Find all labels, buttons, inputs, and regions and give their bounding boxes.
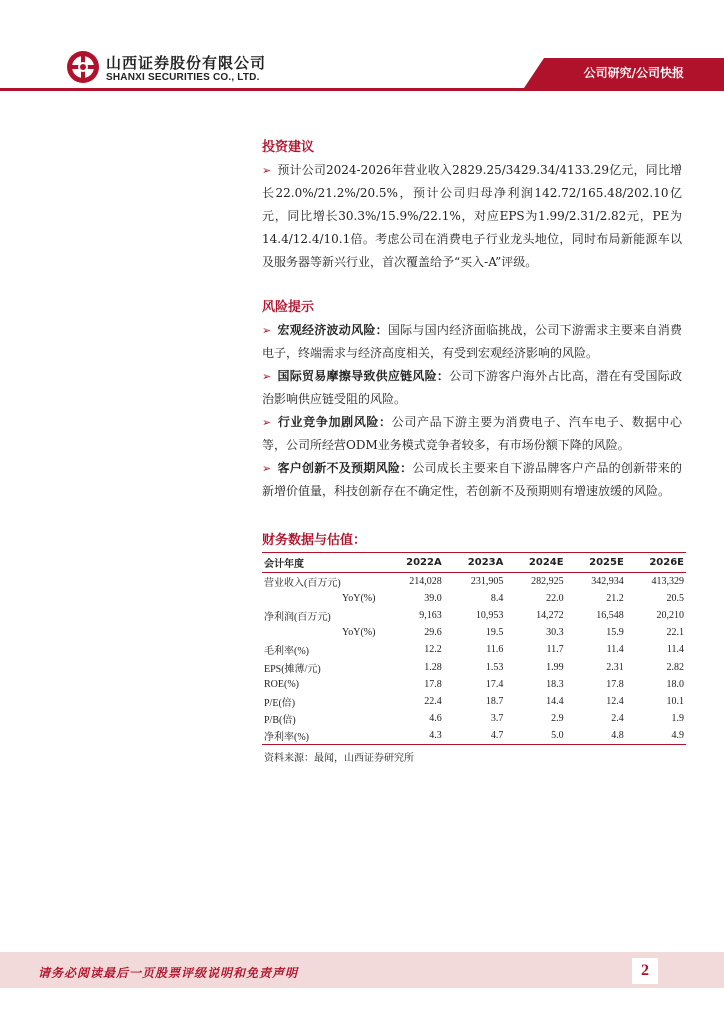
table-row [262, 573, 686, 590]
col-header: 2025E [566, 553, 626, 573]
table-cell: 22.0 [546, 592, 564, 604]
col-header: 2024E [505, 553, 565, 573]
table-cell: 16,548 [596, 609, 624, 621]
table-row [262, 676, 686, 693]
table-row [262, 624, 686, 641]
report-type: 公司研究/公司快报 [583, 66, 684, 80]
table-header-row [262, 553, 686, 573]
table-cell: 17.8 [606, 678, 624, 690]
risk-item [262, 411, 682, 457]
row-label: 净利润(百万元) [264, 611, 331, 623]
table-cell: 4.6 [429, 713, 442, 725]
table-cell: 11.4 [666, 644, 684, 656]
table-cell: 12.2 [424, 644, 442, 656]
company-name-en: SHANXI SECURITIES CO., LTD. [106, 72, 260, 83]
risk-item [262, 319, 682, 365]
table-cell: 4.7 [444, 727, 506, 744]
company-name-cn: 山西证券股份有限公司 [106, 54, 267, 72]
disclaimer-link[interactable]: 请务必阅读最后一页股票评级说明和免责声明 [38, 966, 299, 980]
table-cell: 19.5 [485, 627, 504, 639]
row-label: EPS(摊薄/元) [264, 663, 321, 675]
row-label: P/E(倍) [264, 697, 296, 709]
table-cell: 2.4 [611, 713, 624, 725]
table-cell: 282,925 [531, 575, 564, 587]
table-cell: 20,210 [656, 609, 684, 621]
row-label: YoY(%) [342, 627, 376, 639]
table-cell: 2.82 [666, 661, 684, 673]
table-cell: 2.31 [606, 661, 624, 673]
header-divider [0, 88, 724, 91]
table-row [262, 710, 686, 727]
risk-item-title: 客户创新不及预期风险： [277, 461, 413, 475]
risk-item [262, 365, 682, 411]
table-cell: 4.9 [626, 727, 686, 744]
col-header: 2023A [444, 553, 506, 573]
table-cell: 12.4 [606, 695, 624, 707]
page-number: 2 [632, 958, 658, 984]
arrow-bullet-icon: ➢ [262, 164, 272, 177]
table-row [262, 727, 686, 744]
page-footer [0, 952, 724, 988]
row-label: 净利率(%) [262, 727, 382, 744]
table-row [262, 590, 686, 607]
main-content [262, 136, 682, 764]
table-cell: 21.2 [606, 592, 624, 604]
arrow-bullet-icon: ➢ [262, 324, 272, 337]
table-cell: 342,934 [591, 575, 624, 587]
risk-item-text: 公司成长主要来自下游品牌客户产品的创新带来的新增价值量，科技创新存在不确定性，若创新不及预期则有增速放缓的风险。 [262, 461, 682, 498]
table-cell: 18.0 [666, 678, 684, 690]
row-label: ROE(%) [264, 678, 299, 690]
table-cell: 22.1 [666, 627, 684, 639]
table-row [262, 693, 686, 710]
company-logo-icon [66, 50, 100, 84]
table-cell: 214,028 [409, 575, 442, 587]
table-cell: 14,272 [536, 609, 564, 621]
financials-title: 财务数据与估值： [262, 533, 367, 548]
table-cell: 17.4 [485, 678, 504, 690]
investment-title: 投资建议 [262, 140, 315, 155]
risk-item-title: 行业竞争加剧风险： [277, 415, 392, 429]
table-cell: 10.1 [666, 695, 684, 707]
col-header: 2026E [626, 553, 686, 573]
table-cell: 1.53 [485, 661, 504, 673]
table-row [262, 658, 686, 675]
table-cell: 15.9 [606, 627, 624, 639]
table-cell: 10,953 [475, 609, 504, 621]
table-cell: 39.0 [424, 592, 442, 604]
row-label: 营业收入(百万元) [264, 577, 341, 589]
table-cell: 3.7 [490, 713, 504, 725]
risk-item-text: 国际与国内经济面临挑战，公司下游需求主要来自消费电子，终端需求与经济高度相关，有受到宏观经济影响的风险。 [262, 323, 682, 360]
investment-paragraph [262, 159, 682, 274]
risk-item-title: 宏观经济波动风险： [277, 323, 388, 337]
table-row [262, 607, 686, 624]
table-cell: 5.0 [505, 727, 565, 744]
risk-item-text: 公司产品下游主要为消费电子、汽车电子、数据中心等，公司所经营ODM业务模式竞争者较多，有市场份额下降的风险。 [262, 415, 682, 452]
row-label: P/B(倍) [264, 715, 296, 727]
arrow-bullet-icon: ➢ [262, 370, 272, 383]
table-cell: 4.3 [382, 727, 444, 744]
table-cell: 11.6 [486, 644, 504, 656]
risk-item [262, 457, 682, 503]
table-cell: 2.9 [551, 713, 564, 725]
row-label: YoY(%) [342, 592, 376, 604]
table-row [262, 641, 686, 658]
table-cell: 20.5 [666, 592, 684, 604]
table-cell: 231,905 [470, 575, 504, 587]
arrow-bullet-icon: ➢ [262, 462, 272, 475]
table-cell: 1.99 [546, 661, 564, 673]
table-cell: 8.4 [490, 592, 504, 604]
investment-text: 预计公司2024-2026年营业收入2829.25/3429.34/4133.29亿元，同比增长22.0%/21.2%/20.5%，预计公司归母净利润142.72/165.48/202.10亿元，同比增长30.3%/15.9%/22.1%，对应EPS为1.99/2.31/2.82元，PE为14.4/12.4/10.1倍。考虑公司在消费电子行业龙头地位，同时布局新能源车以及服务器等新兴行业，首次覆盖给予“买入-A”评级。 [262, 163, 682, 269]
table-cell: 11.4 [606, 644, 624, 656]
table-cell: 4.8 [566, 727, 626, 744]
table-cell: 1.9 [671, 713, 684, 725]
table-cell: 18.7 [485, 695, 504, 707]
table-cell: 17.8 [424, 678, 442, 690]
col-header: 会计年度 [262, 553, 382, 573]
row-label: 毛利率(%) [264, 646, 309, 658]
data-source: 资料来源：最闻，山西证券研究所 [264, 752, 414, 764]
table-cell: 30.3 [546, 627, 564, 639]
financials-table [262, 552, 686, 745]
table-cell: 11.7 [546, 644, 564, 656]
risk-item-title: 国际贸易摩擦导致供应链风险： [277, 369, 450, 383]
table-cell: 413,329 [651, 575, 684, 587]
table-cell: 9,163 [419, 609, 442, 621]
col-header: 2022A [382, 553, 444, 573]
arrow-bullet-icon: ➢ [262, 416, 272, 429]
table-cell: 14.4 [546, 695, 564, 707]
table-cell: 29.6 [424, 627, 442, 639]
page-header [0, 0, 724, 100]
risk-item-text: 公司下游客户海外占比高，潜在有受国际政治影响供应链受阻的风险。 [262, 369, 682, 406]
table-cell: 1.28 [424, 661, 442, 673]
risk-title: 风险提示 [262, 300, 315, 315]
table-cell: 18.3 [546, 678, 564, 690]
table-cell: 22.4 [424, 695, 442, 707]
